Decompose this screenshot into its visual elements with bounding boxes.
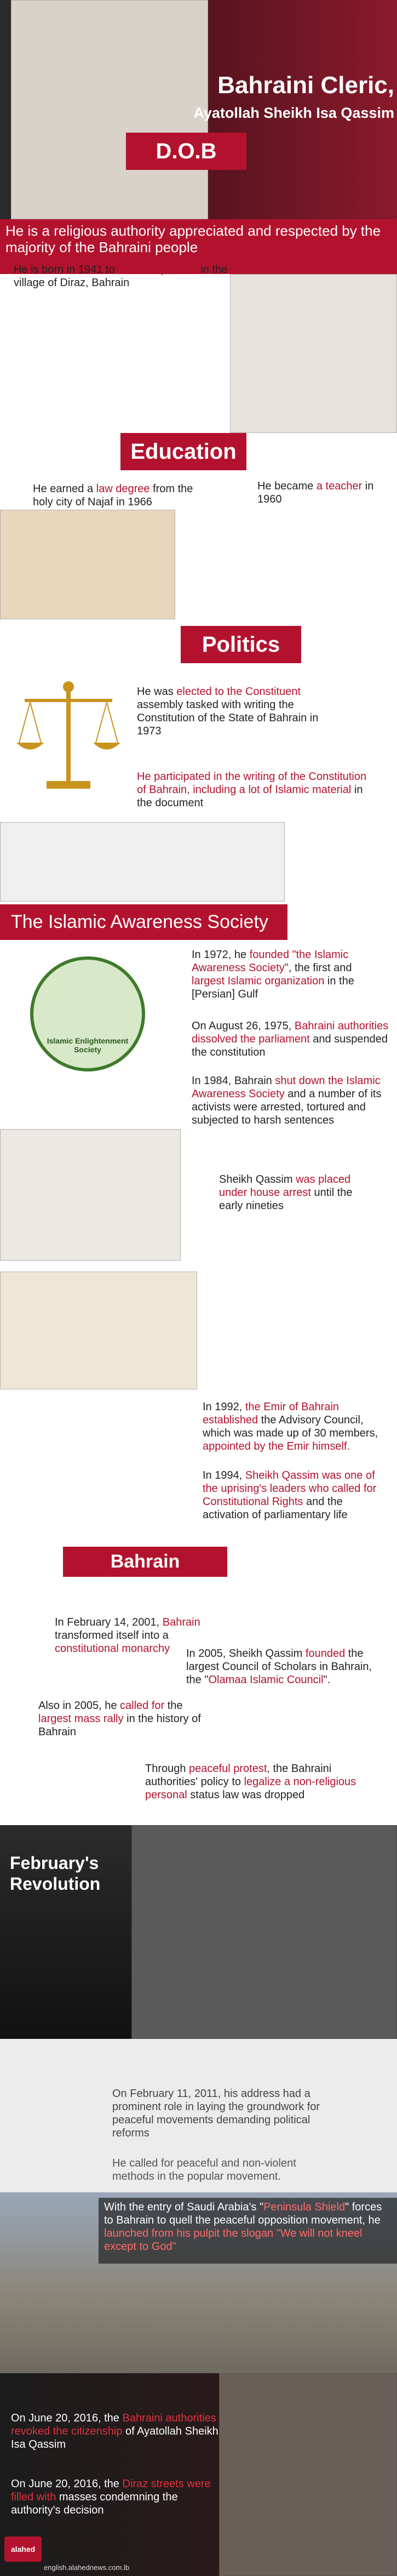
- politics-p1-c: assembly tasked with writing the Constitution of the State of Bahrain in 1973: [137, 699, 319, 737]
- speech-cleric-photo: [131, 1825, 397, 2039]
- society-s2: [192, 1019, 389, 1059]
- bahrain-b3-d: largest mass rally: [38, 1713, 124, 1725]
- closing-cleric-photo: [219, 2373, 397, 2576]
- bahrain-b2-a: In 2005, Sheikh Qassim: [186, 1648, 306, 1660]
- politics-p2: [137, 770, 367, 810]
- emir-photo: [0, 1272, 197, 1389]
- society-s2-a: On August 26, 1975,: [192, 1020, 295, 1032]
- society-s1-e: in the [Persian] Gulf: [192, 975, 354, 1000]
- society-logo-text: Islamic Enlightenment Society: [47, 1036, 129, 1054]
- bahrain-b1-a: In February 14, 2001,: [55, 1616, 163, 1628]
- bahrain-b1-b: Bahrain: [162, 1616, 200, 1628]
- dob-text: [14, 263, 244, 289]
- society-s3-b: shut down the Islamic Awareness Society: [192, 1075, 381, 1100]
- society-s4-a: Sheikh Qassim: [219, 1173, 296, 1186]
- bahrain-b4-e: status law was dropped: [187, 1789, 305, 1801]
- society-s6: [203, 1469, 383, 1521]
- society-s3-a: In 1984, Bahrain: [192, 1075, 275, 1087]
- bahrain-b3-a: Also in 2005, he: [38, 1700, 120, 1712]
- bahrain-b2-d: Olamaa Islamic Council: [208, 1674, 324, 1686]
- revolution-r4-c: of Ayatollah Sheikh Isa Qassim: [11, 2425, 218, 2450]
- education-heading-label: Education: [130, 440, 237, 464]
- bahrain-b3: [38, 1699, 203, 1739]
- politics-p1-a: He was: [137, 686, 177, 698]
- society-s2-b: Bahraini authorities dissolved the parliament: [192, 1020, 389, 1045]
- revolution-r5-a: On June 20, 2016, the: [11, 2478, 123, 2490]
- cleric-pulpit-photo: [0, 1129, 181, 1261]
- society-logo: [30, 956, 145, 1072]
- politics-heading: [181, 626, 301, 663]
- politics-heading-label: Politics: [202, 632, 280, 657]
- politics-p2-b: in the document: [137, 784, 363, 809]
- revolution-r3-a: With the entry of Saudi Arabia's ": [104, 2201, 264, 2213]
- revolution-r3-c: " forces to Bahrain to quell the peaceful opposition movement, he: [104, 2201, 382, 2226]
- crowd-cleric-photo: [0, 822, 285, 902]
- society-s1: [192, 948, 378, 1001]
- revolution-r4-b: Bahraini authorities revoked the citizenship: [11, 2412, 216, 2437]
- revolution-r5-c: masses condemning the authority's decision: [11, 2491, 178, 2516]
- society-s1-b: founded "the Islamic Awareness Society": [192, 949, 349, 974]
- education-teacher-b: a teacher: [316, 480, 363, 492]
- education-heading: [120, 433, 246, 470]
- education-law: [33, 482, 197, 509]
- society-s6-b: Sheikh Qassim was one of the uprising's leaders who called for Constitutional Rights: [203, 1469, 377, 1508]
- bahrain-b4-d: legalize a non-religious personal: [145, 1776, 356, 1801]
- revolution-heading-line2: Revolution: [10, 1874, 101, 1894]
- bahrain-b2-c: the largest Council of Scholars in Bahrain, the ": [186, 1648, 372, 1686]
- bahrain-b2-b: founded: [305, 1648, 346, 1660]
- reading-cleric-photo: [230, 274, 397, 433]
- revolution-r2: He called for peaceful and non-violent methods in the popular movement.: [112, 2157, 296, 2182]
- education-teacher: [257, 480, 389, 506]
- revolution-heading: [10, 1853, 141, 1894]
- footer-url: english.alahednews.com.lb: [44, 2563, 130, 2572]
- revolution-r3-d: launched from his pulpit the slogan "We will not kneel except to God": [104, 2227, 363, 2253]
- revolution-r5: [11, 2477, 219, 2517]
- society-s5-b: the Emir of Bahrain established: [203, 1401, 340, 1426]
- society-heading: [0, 904, 287, 940]
- bahrain-b2: [186, 1647, 389, 1686]
- bahrain-b3-b: called for: [120, 1700, 165, 1712]
- society-s1-a: In 1972, he: [192, 949, 250, 961]
- society-s4-b: was placed under house arrest: [219, 1173, 351, 1199]
- society-s6-c: and the activation of parliamentary life: [203, 1496, 348, 1521]
- dob-heading: [126, 133, 246, 170]
- education-law-c: from the holy city of Najaf in 1966: [33, 483, 193, 508]
- bahrain-b4-a: Through: [145, 1763, 189, 1775]
- society-s4-c: until the early nineties: [219, 1187, 353, 1212]
- revolution-heading-line1: February's: [10, 1853, 99, 1873]
- bahrain-b3-e: in the history of Bahrain: [38, 1713, 201, 1738]
- society-s5: [203, 1400, 383, 1453]
- bahrain-b1-d: constitutional monarchy: [55, 1643, 170, 1655]
- society-s5-a: In 1992,: [203, 1401, 245, 1413]
- page-title: Bahraini Cleric,: [217, 72, 394, 99]
- dob-text-c: in the village of Diraz, Bahrain: [14, 264, 228, 289]
- politics-p1: [137, 685, 334, 738]
- cleric-portrait-photo: [11, 0, 208, 219]
- dob-text-a: He is born in 1941 to: [14, 264, 118, 276]
- society-s5-d: appointed by the Emir himself.: [203, 1440, 350, 1452]
- society-s4: [219, 1173, 378, 1212]
- bahrain-b4-c: , the Bahraini authorities' policy to: [145, 1763, 332, 1788]
- bahrain-b4: [145, 1762, 364, 1802]
- bahrain-b2-e: ".: [323, 1674, 331, 1686]
- revolution-r5-b: Diraz streets were filled with: [11, 2478, 211, 2503]
- bahrain-heading: [63, 1547, 227, 1577]
- revolution-r3-b: Peninsula Shield: [263, 2201, 346, 2213]
- intro-text: He is a religious authority appreciated and respected by the majority of the Bahraini people: [5, 223, 381, 255]
- society-s3-c: and a number of its activists were arrested, tortured and subjected to harsh sentences: [192, 1088, 382, 1126]
- revolution-r1: On February 11, 2011, his address had a prominent role in laying the groundwork for peaceful movements demanding political reforms: [112, 2088, 320, 2139]
- education-teacher-a: He became: [257, 480, 317, 492]
- bahrain-b3-c: the: [164, 1700, 183, 1712]
- society-s2-c: and suspended the constitution: [192, 1033, 388, 1058]
- society-heading-label: The Islamic Awareness Society: [11, 911, 268, 932]
- revolution-r4: [11, 2412, 219, 2451]
- education-law-a: He earned a: [33, 483, 96, 495]
- society-s1-c: , the first and: [288, 962, 352, 974]
- dob-heading-label: D.O.B: [156, 139, 217, 163]
- alahed-logo-text: alahed: [10, 2545, 36, 2554]
- revolution-r3: [104, 2201, 383, 2253]
- revolution-r4-a: On June 20, 2016, the: [11, 2412, 123, 2424]
- dob-text-b: Bahraini parents: [118, 264, 198, 276]
- politics-p1-b: elected to the Constituent: [176, 686, 301, 698]
- bahrain-heading-label: Bahrain: [110, 1551, 180, 1572]
- society-s1-d: largest Islamic organization: [192, 975, 325, 987]
- bahrain-b4-b: peaceful protest: [189, 1763, 267, 1775]
- bahrain-b1-c: transformed itself into a: [55, 1629, 169, 1642]
- page-subtitle: Ayatollah Sheikh Isa Qassim: [193, 105, 394, 121]
- scales-of-justice-icon: [14, 677, 123, 797]
- university-building-photo: [0, 510, 175, 619]
- society-s6-a: In 1994,: [203, 1469, 245, 1481]
- politics-p2-a: He participated in the writing of the Constitution of Bahrain, including a lot of Islamic material: [137, 771, 367, 796]
- society-s3: [192, 1074, 389, 1127]
- society-s5-c: the Advisory Council, which was made up of 30 members,: [203, 1414, 378, 1439]
- education-law-b: law degree: [96, 483, 150, 495]
- alahed-logo: [4, 2537, 42, 2562]
- education-teacher-c: in 1960: [257, 480, 374, 505]
